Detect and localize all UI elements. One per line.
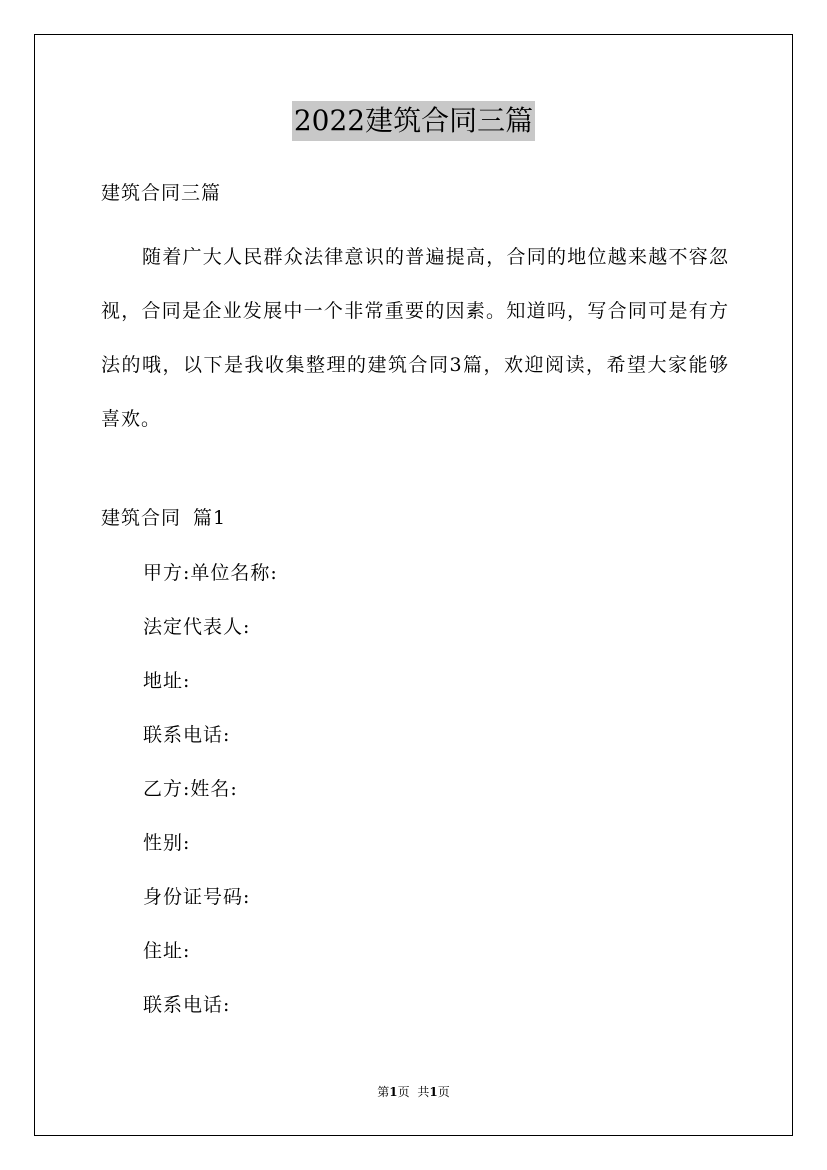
document-subtitle: 建筑合同三篇 [101, 182, 222, 204]
field-residence: 住址: [143, 940, 191, 962]
field-party-a-phone: 联系电话: [143, 724, 231, 746]
section-heading [101, 503, 226, 533]
intro-paragraph: 随着广大人民群众法律意识的普遍提高，合同的地位越来越不容忽视，合同是企业发展中一个非常重要的因素。知道吗，写合同可是有方法的哦，以下是我收集整理的建筑合同3篇，欢迎阅读，希望大家能够喜欢。 [101, 246, 729, 430]
footer-total-prefix: 共 [417, 1085, 430, 1099]
field-gender: 性别: [143, 832, 191, 854]
contract-field-list [143, 558, 278, 1044]
footer-page-prefix: 第 [377, 1085, 390, 1099]
field-party-a-address: 地址: [143, 670, 191, 692]
footer-page-current: 1 [389, 1085, 398, 1099]
footer-page-suffix: 页 [397, 1085, 410, 1099]
footer-total-suffix: 页 [437, 1085, 450, 1099]
section-heading-label: 建筑合同 [101, 507, 182, 529]
document-title: 2022建筑合同三篇 [292, 101, 535, 141]
field-legal-representative: 法定代表人: [143, 616, 251, 638]
field-id-number: 身份证号码: [143, 886, 251, 908]
field-party-a-unit-name: 甲方:单位名称: [143, 562, 278, 584]
footer-page-total: 1 [429, 1085, 438, 1099]
field-party-b-phone: 联系电话: [143, 994, 231, 1016]
page-footer [0, 1083, 827, 1101]
title-container [0, 101, 827, 141]
section-part-number: 篇1 [193, 507, 227, 529]
field-party-b-name: 乙方:姓名: [143, 778, 238, 800]
